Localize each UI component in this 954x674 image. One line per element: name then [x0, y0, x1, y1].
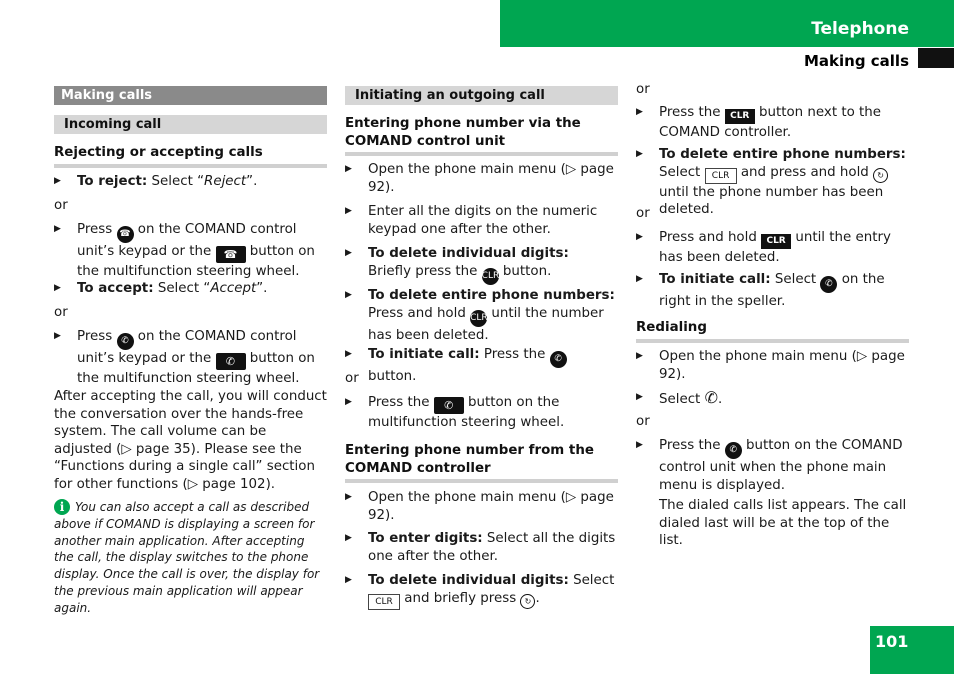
- or-text: or: [345, 371, 359, 386]
- subsection-bar: Incoming call: [54, 115, 327, 134]
- subsection-bar: Initiating an outgoing call: [345, 86, 618, 105]
- bullet-accept: ▶ To accept: Select “Accept”.: [54, 280, 327, 298]
- bullet-steering-send: ▶ Press the ✆ button on the multifunction steering wheel.: [345, 394, 618, 432]
- bullet-initiate-call: ▶ To initiate call: Press the ✆ button.: [345, 346, 618, 386]
- bullet-press-send: ▶ Press ✆ on the COMAND control unit’s keypad or the ✆ button on the multifunction steering wheel.: [54, 328, 327, 388]
- bullet-reject: ▶ To reject: Select “Reject”.: [54, 173, 327, 191]
- send-key-icon: ✆: [550, 351, 567, 368]
- section-marker: [918, 48, 954, 68]
- heading-control-unit: Entering phone number via the COMAND control unit: [345, 115, 618, 156]
- bullet-initiate-call-speller: ▶ To initiate call: Select ✆ on the right in the speller.: [636, 271, 909, 311]
- bullet-select-handset: ▶ Select ✆.: [636, 389, 909, 409]
- clr-button-icon: CLR: [761, 234, 791, 249]
- clr-button-icon: CLR: [725, 109, 755, 124]
- controller-knob-icon: ↻: [873, 168, 888, 183]
- or-text: or: [636, 206, 650, 221]
- bullet-enter-digits-controller: ▶ To enter digits: Select all the digits one after the other.: [345, 530, 618, 565]
- bullet-delete-number: ▶ To delete entire phone numbers: Press and hold CLR until the number has been deleted.: [345, 287, 618, 344]
- heading-controller: Entering phone number from the COMAND controller: [345, 442, 618, 483]
- clr-key-icon: CLR: [482, 268, 499, 285]
- bullet-delete-digit-controller: ▶ To delete individual digits: Select CLR and briefly press ↻ .: [345, 572, 618, 610]
- section-subtitle: Making calls: [803, 52, 909, 70]
- bullet-enter-digits: ▶ Enter all the digits on the numeric keypad one after the other.: [345, 203, 618, 238]
- send-key-icon: ✆: [725, 442, 742, 459]
- bullet-clr-button: ▶ Press the CLR button next to the COMAND controller.: [636, 104, 909, 142]
- info-icon: i: [54, 499, 70, 515]
- handset-icon: ✆: [704, 388, 718, 407]
- send-key-icon: ✆: [117, 333, 134, 350]
- bullet-press-end: ▶ Press ☎ on the COMAND control unit’s keypad or the ☎ button on the multifunction steering wheel.: [54, 221, 327, 281]
- heading-reject-accept: Rejecting or accepting calls: [54, 144, 327, 168]
- or-text: or: [54, 305, 68, 320]
- page-number: 101: [875, 632, 909, 651]
- send-key-icon: ✆: [820, 276, 837, 293]
- or-text: or: [636, 82, 650, 97]
- or-text: or: [54, 198, 68, 213]
- section-bar: Making calls: [54, 86, 327, 105]
- bullet-delete-digit: ▶ To delete individual digits: Briefly press the CLR button.: [345, 245, 618, 285]
- result-paragraph: The dialed calls list appears. The call dialed last will be at the top of the list.: [659, 498, 907, 548]
- bullet-open-menu: ▶ Open the phone main menu (▷ page 92).: [345, 161, 618, 196]
- send-button-icon: ✆: [434, 397, 464, 414]
- bullet-open-menu: ▶ Open the phone main menu (▷ page 92).: [636, 348, 909, 383]
- clr-softkey-icon: CLR: [368, 594, 400, 610]
- end-call-key-icon: ☎: [117, 226, 134, 243]
- paragraph-after-accept: After accepting the call, you will conduct the conversation over the hands-free system. The call volume can be adjusted (▷ page 35). Please see the “Functions during a single call” section for other functions (▷ page 102).: [54, 389, 327, 492]
- bullet-hold-clr: ▶ Press and hold CLR until the entry has been deleted.: [636, 229, 909, 267]
- or-text: or: [636, 414, 650, 429]
- section-title: Telephone: [811, 19, 909, 39]
- controller-knob-icon: ↻: [520, 594, 535, 609]
- end-call-button-icon: ☎: [216, 246, 246, 263]
- heading-redialing: Redialing: [636, 319, 909, 343]
- info-note: i You can also accept a call as described above if COMAND is displaying a screen for another main application. After accepting the call, the display switches to the phone display. Once the call is over, the display for the previous main application will appear again.: [54, 500, 320, 615]
- clr-softkey-icon: CLR: [705, 168, 737, 184]
- bullet-open-menu: ▶ Open the phone main menu (▷ page 92).: [345, 489, 618, 524]
- bullet-press-send-redial: ▶ Press the ✆ button on the COMAND control unit when the phone main menu is displayed.: [636, 437, 909, 494]
- bullet-delete-number-controller: ▶ To delete entire phone numbers: Select CLR and press and hold ↻ until the phone number has been deleted.: [636, 146, 909, 219]
- clr-key-icon: CLR: [470, 310, 487, 327]
- send-button-icon: ✆: [216, 353, 246, 370]
